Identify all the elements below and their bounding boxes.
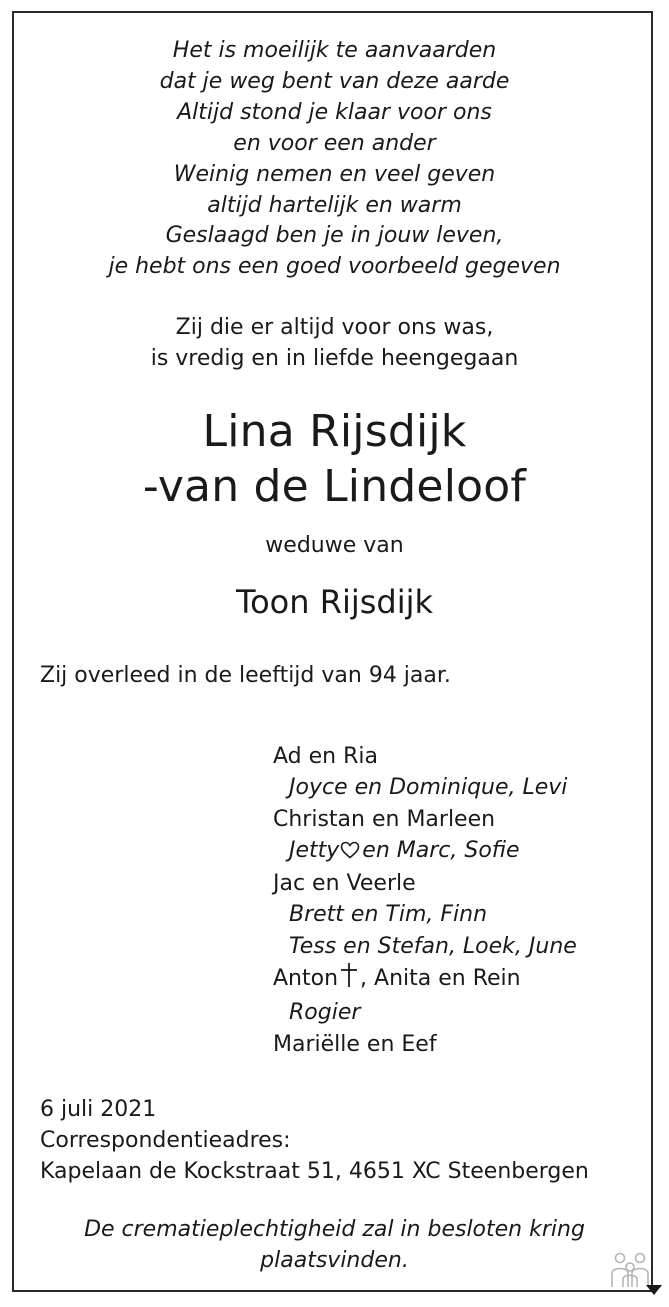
- grandchild-name: Jetty: [289, 837, 340, 863]
- poem-line: en voor een ander: [233, 130, 436, 156]
- footer-info: [40, 1094, 589, 1187]
- deceased-name-line-2: -van de Lindeloof: [142, 461, 527, 512]
- ceremony-text: [0, 1214, 669, 1276]
- poem-line: Geslaagd ben je in jouw leven,: [165, 223, 504, 249]
- cross-icon: [340, 962, 358, 997]
- poem-line: dat je weg bent van deze aarde: [159, 68, 510, 94]
- intro-text: [0, 312, 669, 374]
- notice-date: 6 juli 2021: [40, 1097, 157, 1122]
- heart-icon: [340, 837, 360, 868]
- family-member: Jac en Veerle: [273, 871, 416, 897]
- family-list: [273, 741, 577, 1060]
- family-grandchild: Tess en Stefan, Loek, June: [289, 933, 577, 959]
- deceased-name: [0, 404, 669, 514]
- deceased-name-line-1: Lina Rijsdijk: [202, 406, 467, 457]
- family-grandchild: Rogier: [289, 1000, 361, 1026]
- family-member-name: Anton: [273, 966, 339, 992]
- family-member: Mariëlle en Eef: [273, 1031, 437, 1057]
- family-member: Ad en Ria: [273, 744, 378, 769]
- poem-line: Altijd stond je klaar voor ons: [177, 99, 492, 125]
- down-arrow-icon[interactable]: [644, 1282, 664, 1301]
- correspondence-address: Kapelaan de Kockstraat 51, 4651 XC Steenbergen: [40, 1159, 589, 1184]
- age-statement: Zij overleed in de leeftijd van 94 jaar.: [40, 663, 451, 688]
- intro-line: Zij die er altijd voor ons was,: [175, 315, 494, 340]
- grandchild-rest: en Marc, Sofie: [362, 837, 520, 863]
- family-member: Christan en Marleen: [273, 806, 496, 832]
- poem-line: je hebt ons een goed voorbeeld gegeven: [108, 254, 561, 280]
- family-grandchild: Joyce en Dominique, Levi: [289, 775, 568, 801]
- family-member-row: [273, 962, 577, 997]
- ceremony-line: plaatsvinden.: [260, 1248, 409, 1273]
- spouse-name: Toon Rijsdijk: [235, 583, 434, 621]
- family-grandchild-row: [273, 835, 577, 868]
- family-member-rest: , Anita en Rein: [360, 966, 521, 992]
- widow-of-label: weduwe van: [265, 533, 404, 558]
- ceremony-line: De crematieplechtigheid zal in besloten kring: [84, 1217, 585, 1242]
- family-grandchild: Brett en Tim, Finn: [289, 902, 488, 928]
- poem-line: altijd hartelijk en warm: [207, 192, 462, 218]
- intro-line: is vredig en in liefde heengegaan: [150, 346, 519, 371]
- poem: [0, 36, 669, 283]
- poem-line: Weinig nemen en veel geven: [173, 161, 496, 187]
- poem-line: Het is moeilijk te aanvaarden: [172, 38, 497, 63]
- address-label: Correspondentieadres:: [40, 1128, 291, 1153]
